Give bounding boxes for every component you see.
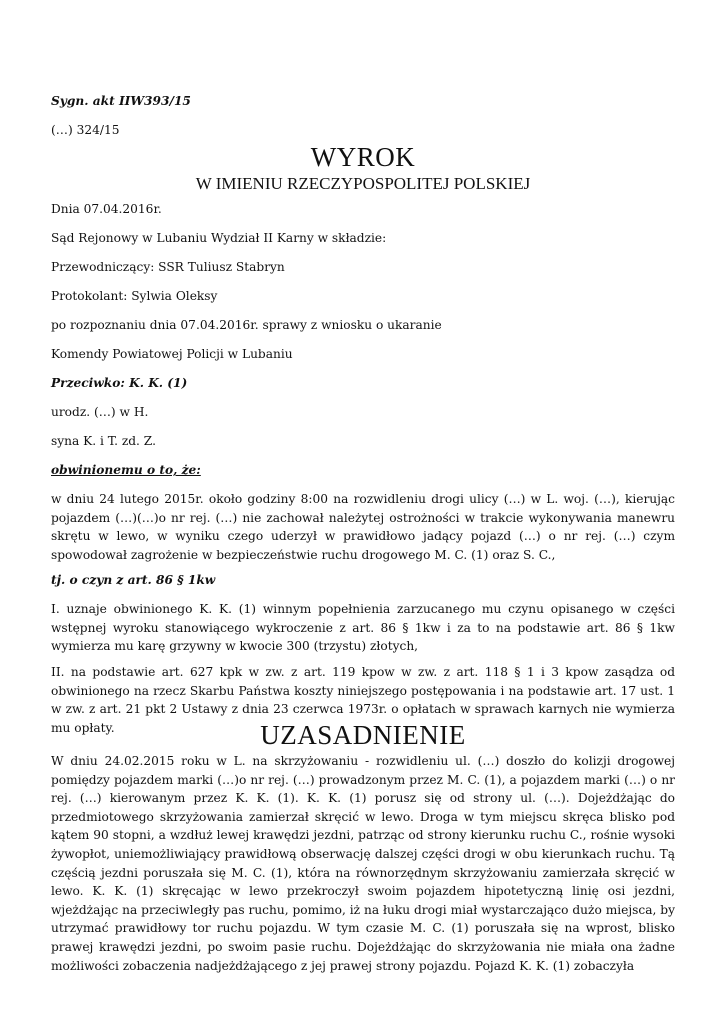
accused-label: obwinionemu o to, że: bbox=[51, 463, 201, 477]
charge-paragraph: w dniu 24 lutego 2015r. około godziny 8:00 na rozwidleniu drogi ulicy (…) w L. woj. (…), kierując pojazdem (…)(…)o nr rej. (…) nie zachował należytej ostrożności w trakcie wykonywania manewru skrętu w lewo, w wyniku czego uderzył w prawidłowo jadący pojazd (…) o nr rej. (…) czym spowodował zagrożenie w bezpieczeństwie ruchu drogowego M. C. (1) oraz S. C., bbox=[51, 492, 675, 562]
document-title: WYROK bbox=[310, 142, 416, 172]
article-label: tj. o czyn z art. 86 § 1kw bbox=[51, 573, 216, 587]
court-line: Sąd Rejonowy w Lubaniu Wydział II Karny w składzie: bbox=[51, 231, 387, 245]
verdict-point-1: I. uznaje obwinionego K. K. (1) winnym popełnienia zarzucanego mu czynu opisanego w części wstępnej wyroku stanowiącego wykroczenie z art. 86 § 1kw i za to na podstawie art. 86 § 1kw wymierza mu karę grzywny w kwocie 300 (trzystu) złotych, bbox=[51, 602, 675, 654]
justification-paragraph: W dniu 24.02.2015 roku w L. na skrzyżowaniu - rozwidleniu ul. (…) doszło do kolizji drogowej pomiędzy pojazdem marki (…)o nr rej. (…) prowadzonym przez M. C. (1), a pojazdem marki (…) o nr rej. (…) kierowanym przez K. K. (1). K. K. (1) porusz się od strony ul. (…). Dojeżdżając do przedmiotowego skrzyżowania zamierzał skręcić w lewo. Droga w tym miejscu skręca blisko pod kątem 90 stopni, a wzdłuż lewej krawędzi jezdni, patrząc od strony kierunku ruchu C., rośnie wysoki żywopłot, uniemożliwiający prawidłową obserwację dalszej części drogi w obu kierunkach ruchu. Tą częścią jezdni poruszała się M. C. (1), która na równorzędnym skrzyżowaniu zamierzała skręcić w lewo. K. K. (1) skręcając w lewo przekroczył swoim pojazdem hipotetyczną linię osi jezdni, wjeżdżając na przeciwległy pas ruchu, pomimo, iż na łuku drogi miał wystarczająco dużo miejsca, by utrzymać prawidłowy tor ruchu pojazdu. W tym czasie M. C. (1) poruszała się na wprost, blisko prawej krawędzi jezdni, po swoim pasie ruchu. Dojeżdżając do skrzyżowania nie miała ona żadne możliwości zobaczenia nadjeżdżającego z jej prawej strony pojazdu. Pojazd K. K. (1) zobaczyła bbox=[51, 754, 675, 973]
justification-title: UZASADNIENIE bbox=[260, 720, 466, 750]
born-line: urodz. (…) w H. bbox=[51, 405, 149, 419]
document-subtitle: W IMIENIU RZECZYPOSPOLITEJ POLSKIEJ bbox=[195, 174, 531, 193]
clerk-line: Protokolant: Sylwia Oleksy bbox=[51, 289, 218, 303]
case-signature: Sygn. akt IIW393/15 bbox=[51, 94, 191, 108]
against-label: Przeciwko: K. K. (1) bbox=[51, 376, 188, 390]
chair-line: Przewodniczący: SSR Tuliusz Stabryn bbox=[51, 260, 285, 274]
verdict-point-2: II. na podstawie art. 627 kpk w zw. z art. 119 kpow w zw. z art. 118 § 1 i 3 kpow zasądza od obwinionego na rzecz Skarbu Państwa koszty niniejszego postępowania i na podstawie art. 17 ust. 1 w zw. z art. 21 pkt 2 Ustawy z dnia 23 czerwca 1973r. o opłatach w sprawach karnych nie wymierza mu opłaty. bbox=[51, 665, 675, 735]
case-reference: (…) 324/15 bbox=[51, 123, 120, 137]
son-line: syna K. i T. zd. Z. bbox=[51, 434, 156, 448]
police-line: Komendy Powiatowej Policji w Lubaniu bbox=[51, 347, 293, 361]
hearing-line: po rozpoznaniu dnia 07.04.2016r. sprawy z wniosku o ukaranie bbox=[51, 318, 442, 332]
date-line: Dnia 07.04.2016r. bbox=[51, 202, 162, 216]
